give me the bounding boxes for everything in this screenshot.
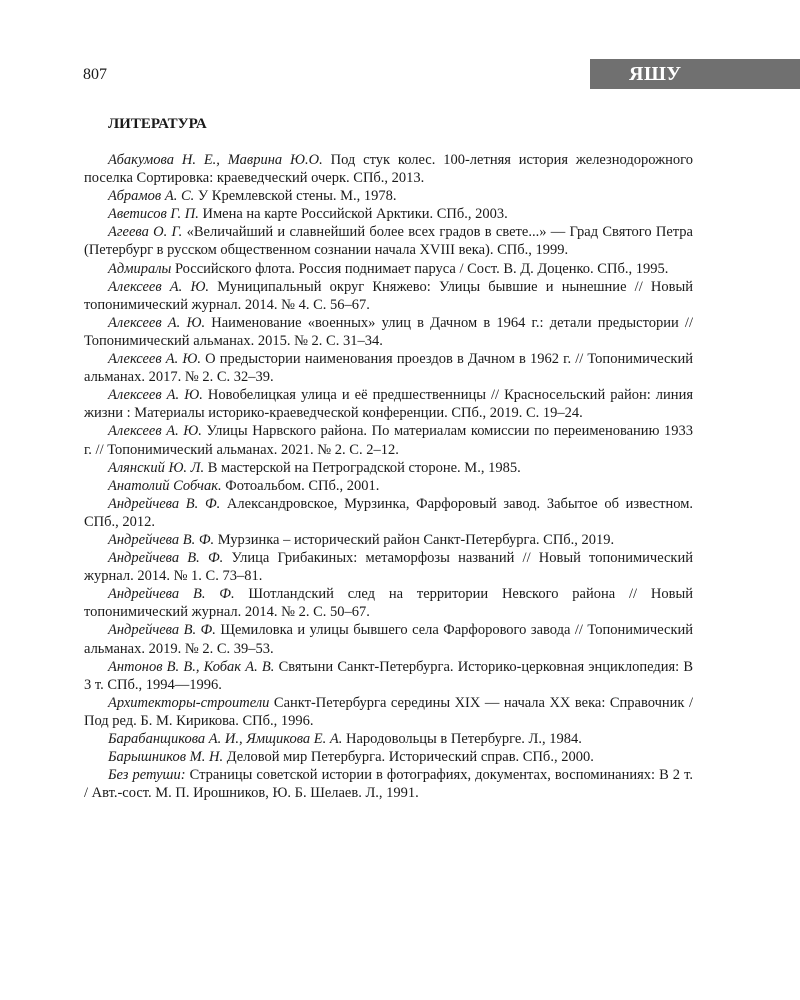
- bibliography-entry: [84, 350, 693, 386]
- entry-author: Без ретуши:: [108, 767, 186, 784]
- entry-author: Андрейчева В. Ф.: [108, 622, 216, 639]
- bibliography-entry: [84, 422, 693, 458]
- entry-author: Абрамов А. С.: [108, 188, 195, 205]
- bibliography-entry: [84, 260, 693, 278]
- bibliography-entry: [84, 151, 693, 187]
- entry-author: Барабанщикова А. И., Ямщикова Е. А.: [108, 731, 343, 747]
- entry-text: Наименование «военных» улиц в Дачном в 1964 г.: детали предыстории // Топонимический альманах. 2015. № 2. С. 31–34.: [84, 314, 693, 349]
- entry-author: Адмиралы: [108, 260, 172, 277]
- entry-text: Под стук колес. 100-летняя история железнодорожного поселка Сортировка: краеведческий очерк. СПб., 2013.: [84, 152, 693, 187]
- bibliography-entry: [84, 585, 693, 621]
- entry-text: Мурзинка – исторический район Санкт-Петербурга. СПб., 2019.: [214, 531, 615, 548]
- entry-text: Страницы советской истории в фотографиях, документах, воспоминаниях: В 2 т. / Авт.-сост. М. П. Ирошников, Ю. Б. Шелаев. Л., 1991.: [84, 767, 693, 802]
- entry-text: Улицы Нарвского района. По материалам комиссии по переименованию 1933 г. // Топонимический альманах. 2021. № 2. С. 2–12.: [84, 423, 693, 458]
- bibliography-entry: [84, 278, 693, 314]
- entry-author: Андрейчева В. Ф.: [108, 586, 235, 603]
- entry-text: Александровское, Мурзинка, Фарфоровый завод. Забытое об известном. СПб., 2012.: [84, 495, 694, 530]
- bibliography-entry: [84, 748, 693, 766]
- entry-text: Щемиловка и улицы бывшего села Фарфорового завода // Топонимический альманах. 2019. № 2. С. 39–53.: [84, 622, 694, 657]
- entry-text: В мастерской на Петроградской стороне. М., 1985.: [204, 459, 521, 476]
- entry-author: Алексеев А. Ю.: [108, 423, 202, 440]
- entry-text: Народовольцы в Петербурге. Л., 1984.: [342, 731, 582, 747]
- bibliography-entry: [84, 621, 693, 657]
- bibliography-entry: [84, 549, 693, 585]
- entry-text: Улица Грибакиных: метаморфозы названий // Новый топонимический журнал. 2014. № 1. С. 73–81.: [84, 550, 693, 585]
- entry-author: Абакумова Н. Е., Маврина Ю.О.: [108, 152, 323, 168]
- entry-author: Анатолий Собчак.: [108, 477, 222, 494]
- entry-author: Барышников М. Н.: [108, 749, 224, 766]
- section-header-tab: ЯШУ: [590, 59, 800, 89]
- entry-author: Андрейчева В. Ф.: [108, 550, 224, 567]
- entry-text: Деловой мир Петербурга. Исторический справ. СПб., 2000.: [223, 749, 594, 766]
- entry-author: Алянский Ю. Л.: [108, 459, 205, 476]
- entry-author: Алексеев А. Ю.: [108, 278, 210, 295]
- entry-text: О предыстории наименования проездов в Дачном в 1962 г. // Топонимический альманах. 2017. № 2. С. 32–39.: [84, 351, 693, 386]
- bibliography-entry: [84, 477, 693, 495]
- bibliography-entry: [84, 386, 693, 422]
- bibliography-list: [84, 151, 693, 802]
- entry-text: Муниципальный округ Княжево: Улицы бывшие и нынешние // Новый топонимический журнал. 2014. № 4. С. 56–67.: [84, 278, 693, 313]
- entry-author: Аветисов Г. П.: [108, 206, 199, 223]
- bibliography-entry: [84, 730, 693, 748]
- entry-author: Алексеев А. Ю.: [108, 387, 203, 404]
- bibliography-entry: [84, 531, 693, 549]
- bibliography-entry: [84, 495, 693, 531]
- entry-text: Российского флота. Россия поднимает паруса / Сост. В. Д. Доценко. СПб., 1995.: [171, 260, 669, 277]
- entry-author: Алексеев А. Ю.: [108, 314, 206, 331]
- entry-author: Андрейчева В. Ф.: [108, 495, 221, 512]
- entry-text: Фотоальбом. СПб., 2001.: [221, 477, 380, 494]
- entry-author: Антонов В. В., Кобак А. В.: [108, 658, 275, 675]
- bibliography-entry: [84, 766, 693, 802]
- section-title: ЛИТЕРАТУРА: [108, 116, 207, 132]
- entry-author: Алексеев А. Ю.: [108, 351, 201, 368]
- entry-text: Имена на карте Российской Арктики. СПб., 2003.: [198, 206, 508, 223]
- entry-text: Санкт-Петербурга середины XIX — начала XX века: Справочник / Под ред. Б. М. Кирикова. СПб., 1996.: [84, 694, 693, 729]
- bibliography-entry: [84, 187, 693, 205]
- entry-text: Шотландский след на территории Невского района // Новый топонимический журнал. 2014. № 2. С. 50–67.: [84, 586, 693, 621]
- page-number: 807: [83, 66, 107, 83]
- bibliography-entry: [84, 658, 693, 694]
- entry-text: У Кремлевской стены. М., 1978.: [194, 188, 397, 205]
- bibliography-entry: [84, 223, 693, 259]
- bibliography-entry: [84, 694, 693, 730]
- bibliography-entry: [84, 459, 693, 477]
- bibliography-entry: [84, 314, 693, 350]
- entry-author: Архитекторы-строители: [108, 694, 270, 711]
- entry-author: Андрейчева В. Ф.: [108, 531, 215, 548]
- entry-text: «Величайший и славнейший более всех градов в свете...» — Град Святого Петра (Петербург в русском общественном сознании начала XVIII века). СПб., 1999.: [84, 224, 693, 259]
- entry-text: Святыни Санкт-Петербурга. Историко-церковная энциклопедия: В 3 т. СПб., 1994—1996.: [84, 658, 694, 693]
- bibliography-entry: [84, 205, 693, 223]
- entry-author: Агеева О. Г.: [108, 224, 183, 241]
- entry-text: Новобелицкая улица и её предшественницы // Красносельский район: линия жизни : Материалы историко-краеведческой конференции. СПб., 2019. С. 19–24.: [84, 387, 693, 422]
